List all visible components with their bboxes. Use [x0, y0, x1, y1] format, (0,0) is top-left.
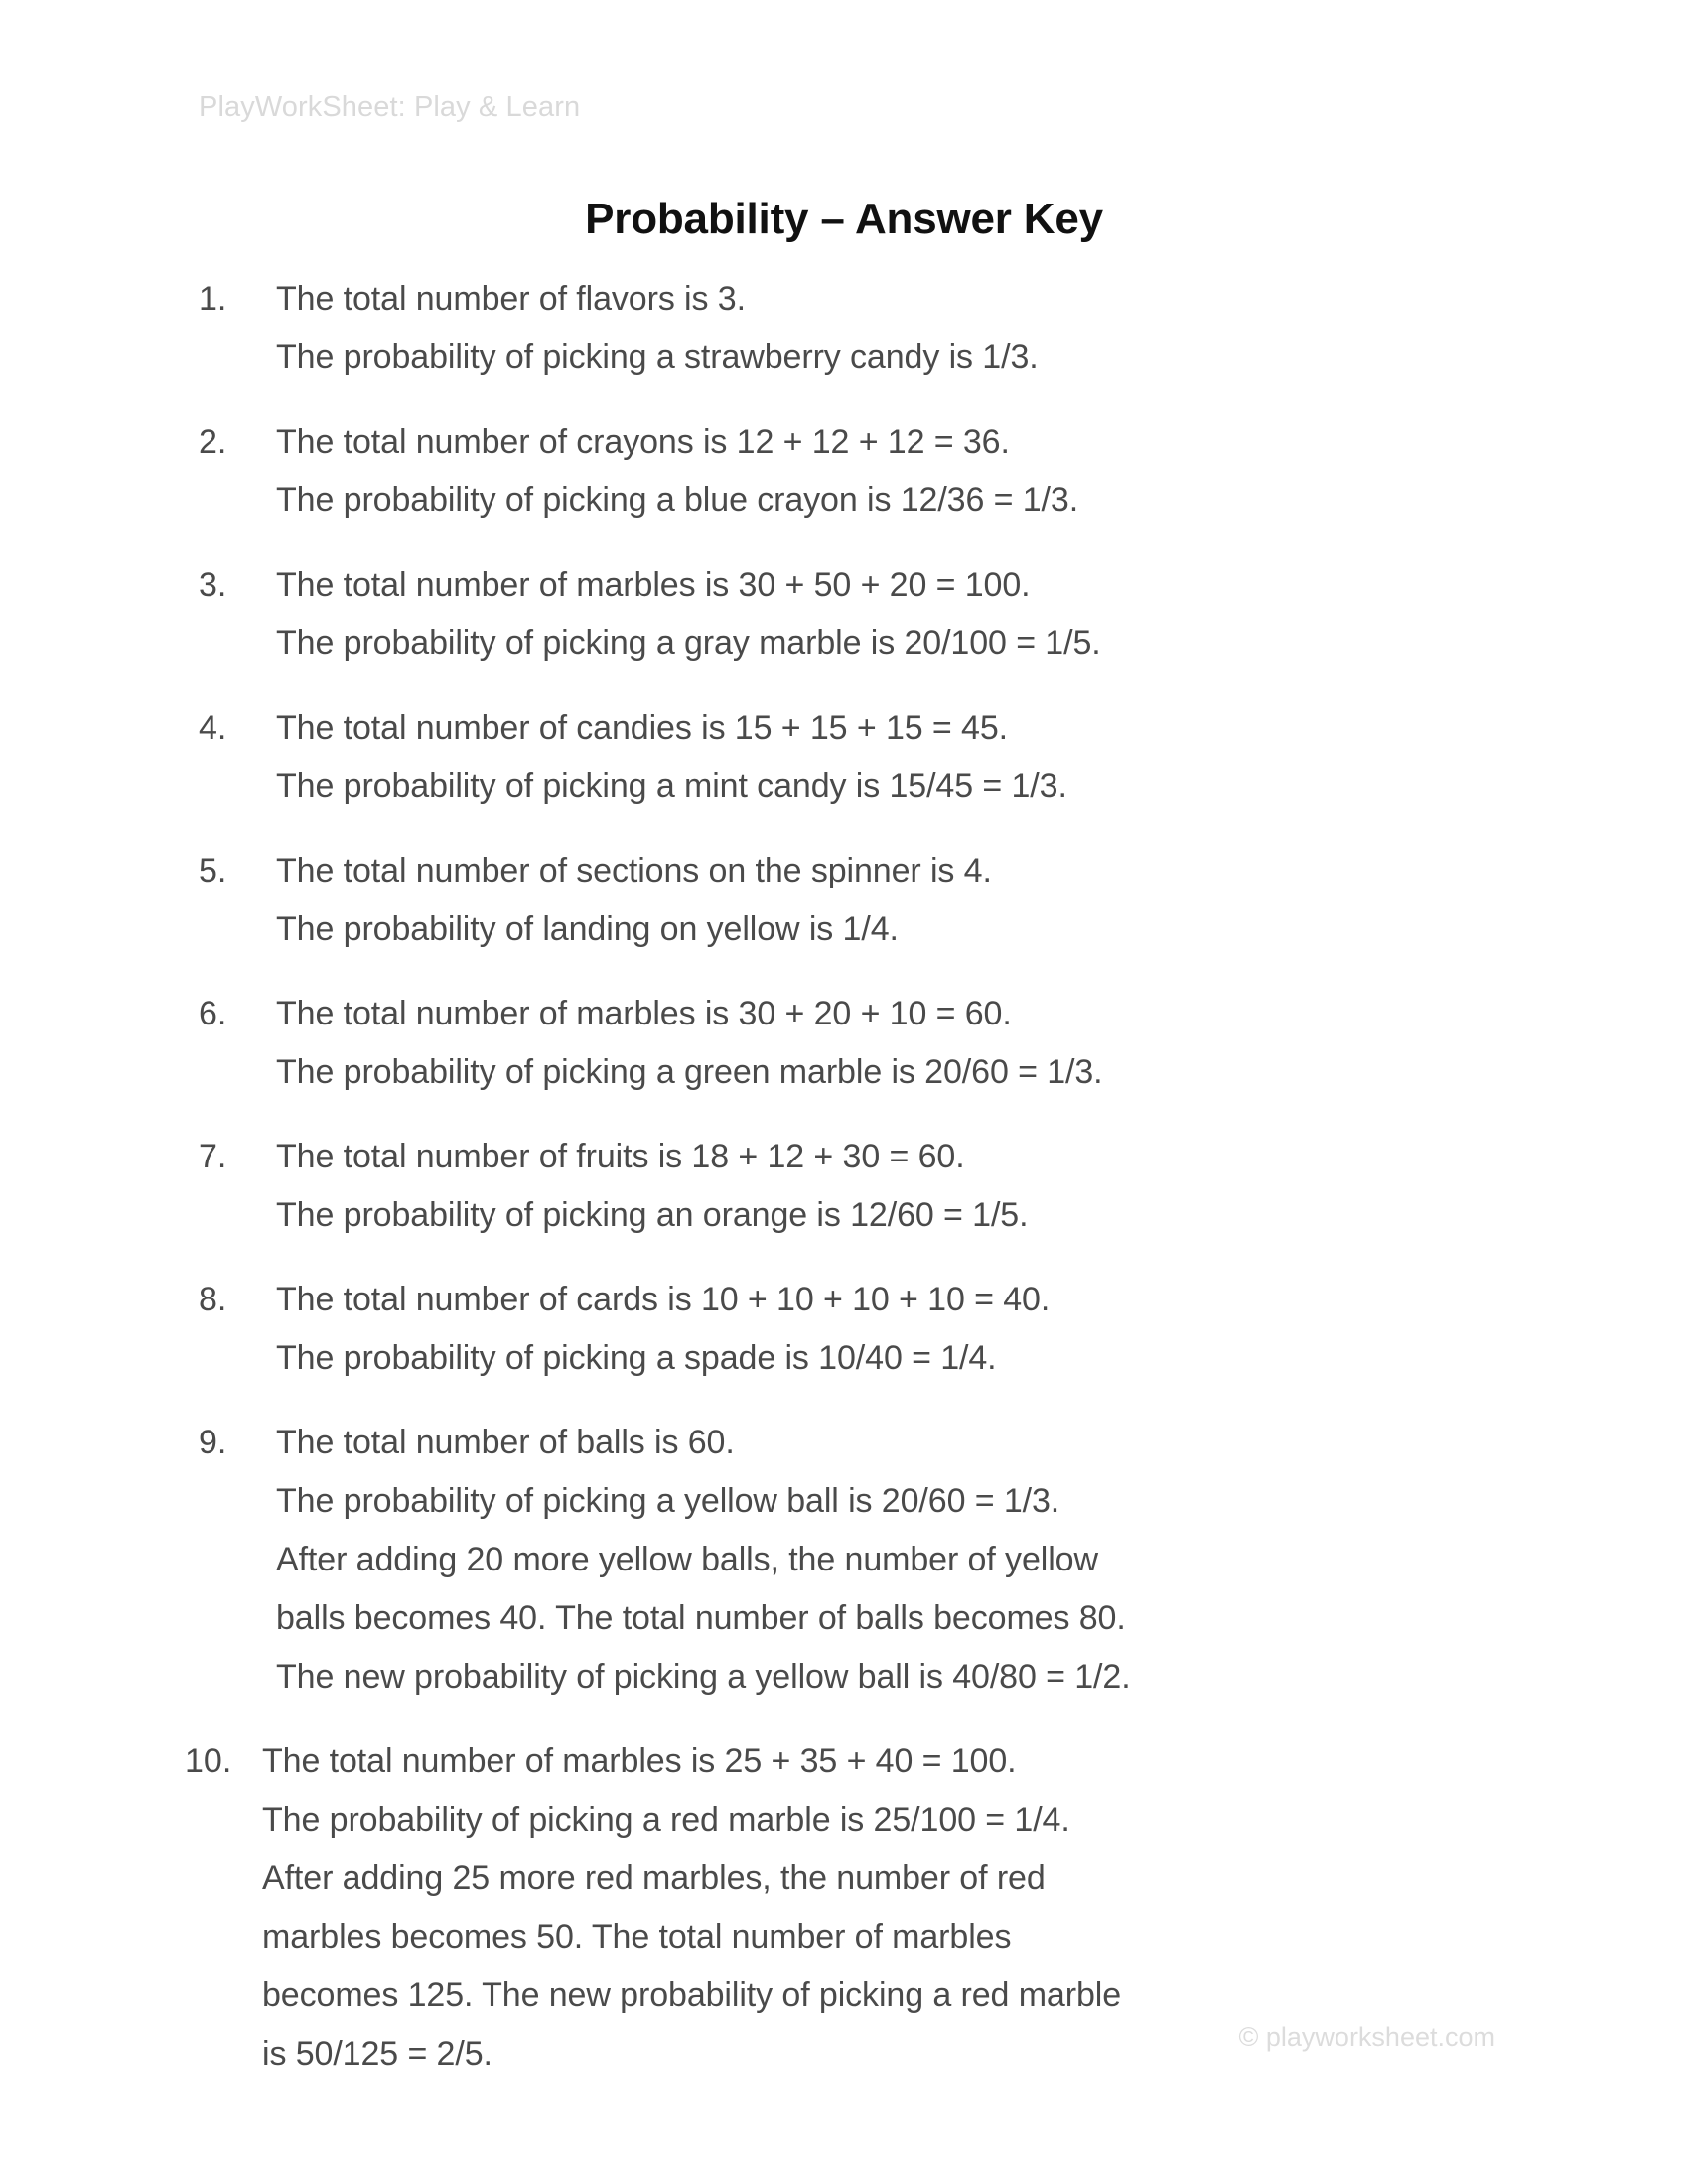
answer-item-body [276, 270, 1489, 387]
answer-line: After adding 20 more yellow balls, the number of yellow [276, 1541, 1098, 1578]
answer-item-number: 7. [199, 1138, 227, 1175]
answer-item-body [276, 699, 1489, 816]
answer-item [199, 413, 1489, 530]
answer-item-number: 3. [199, 566, 227, 604]
answer-line: The total number of flavors is 3. [276, 280, 746, 318]
answer-line: balls becomes 40. The total number of balls becomes 80. [276, 1599, 1126, 1637]
answer-item-body [276, 1414, 1489, 1706]
footer-credit: © playworksheet.com [1238, 2022, 1495, 2052]
answer-line: The total number of marbles is 25 + 35 + 40 = 100. [262, 1742, 1017, 1780]
page-title: Probability – Answer Key [585, 195, 1103, 244]
answer-item [199, 1271, 1489, 1388]
answer-item-number: 10. [185, 1742, 232, 1780]
answer-item [199, 1128, 1489, 1245]
answer-line: The probability of picking a spade is 10/40 = 1/4. [276, 1339, 997, 1377]
answer-line: The probability of landing on yellow is 1/4. [276, 910, 899, 948]
answer-item-body [276, 413, 1489, 530]
answer-item-number: 2. [199, 423, 227, 461]
answer-item-number: 9. [199, 1424, 227, 1461]
answer-line: The new probability of picking a yellow ball is 40/80 = 1/2. [276, 1658, 1131, 1696]
answer-item [199, 1414, 1489, 1706]
answer-line: The probability of picking a green marble is 20/60 = 1/3. [276, 1053, 1103, 1091]
answer-item-number: 1. [199, 280, 227, 318]
answer-line: marbles becomes 50. The total number of marbles [262, 1918, 1012, 1956]
answer-line: The probability of picking a blue crayon is 12/36 = 1/3. [276, 481, 1079, 519]
answer-item [199, 985, 1489, 1102]
answer-line: The total number of marbles is 30 + 20 + 10 = 60. [276, 995, 1012, 1032]
answer-item-body [276, 1271, 1489, 1388]
answer-list [185, 270, 1489, 2084]
answer-line: The total number of candies is 15 + 15 + 15 = 45. [276, 709, 1008, 747]
answer-item-number: 8. [199, 1281, 227, 1318]
answer-item-body [276, 985, 1489, 1102]
answer-line: The probability of picking a gray marble is 20/100 = 1/5. [276, 624, 1101, 662]
answer-line: The total number of sections on the spinner is 4. [276, 852, 992, 889]
answer-item [199, 842, 1489, 959]
answer-line: The probability of picking a yellow ball is 20/60 = 1/3. [276, 1482, 1060, 1520]
answer-item-number: 6. [199, 995, 227, 1032]
brand-header: PlayWorkSheet: Play & Learn [199, 91, 581, 123]
answer-item-body [276, 842, 1489, 959]
answer-line: The probability of picking a mint candy is 15/45 = 1/3. [276, 767, 1067, 805]
answer-item-number: 5. [199, 852, 227, 889]
answer-line: The total number of cards is 10 + 10 + 10 + 10 = 40. [276, 1281, 1051, 1318]
answer-item-number: 4. [199, 709, 227, 747]
answer-line: The probability of picking a strawberry candy is 1/3. [276, 339, 1039, 376]
answer-line: The total number of crayons is 12 + 12 + 12 = 36. [276, 423, 1010, 461]
answer-item-body [276, 556, 1489, 673]
answer-item [199, 699, 1489, 816]
answer-item-body [276, 1128, 1489, 1245]
answer-item [199, 270, 1489, 387]
answer-item [199, 556, 1489, 673]
answer-line: The probability of picking a red marble is 25/100 = 1/4. [262, 1801, 1070, 1839]
answer-line: is 50/125 = 2/5. [262, 2035, 492, 2073]
answer-line: The total number of balls is 60. [276, 1424, 735, 1461]
answer-line: After adding 25 more red marbles, the number of red [262, 1859, 1046, 1897]
answer-line: becomes 125. The new probability of picking a red marble [262, 1977, 1122, 2014]
answer-line: The total number of fruits is 18 + 12 + 30 = 60. [276, 1138, 965, 1175]
answer-line: The probability of picking an orange is 12/60 = 1/5. [276, 1196, 1029, 1234]
answer-line: The total number of marbles is 30 + 50 + 20 = 100. [276, 566, 1031, 604]
